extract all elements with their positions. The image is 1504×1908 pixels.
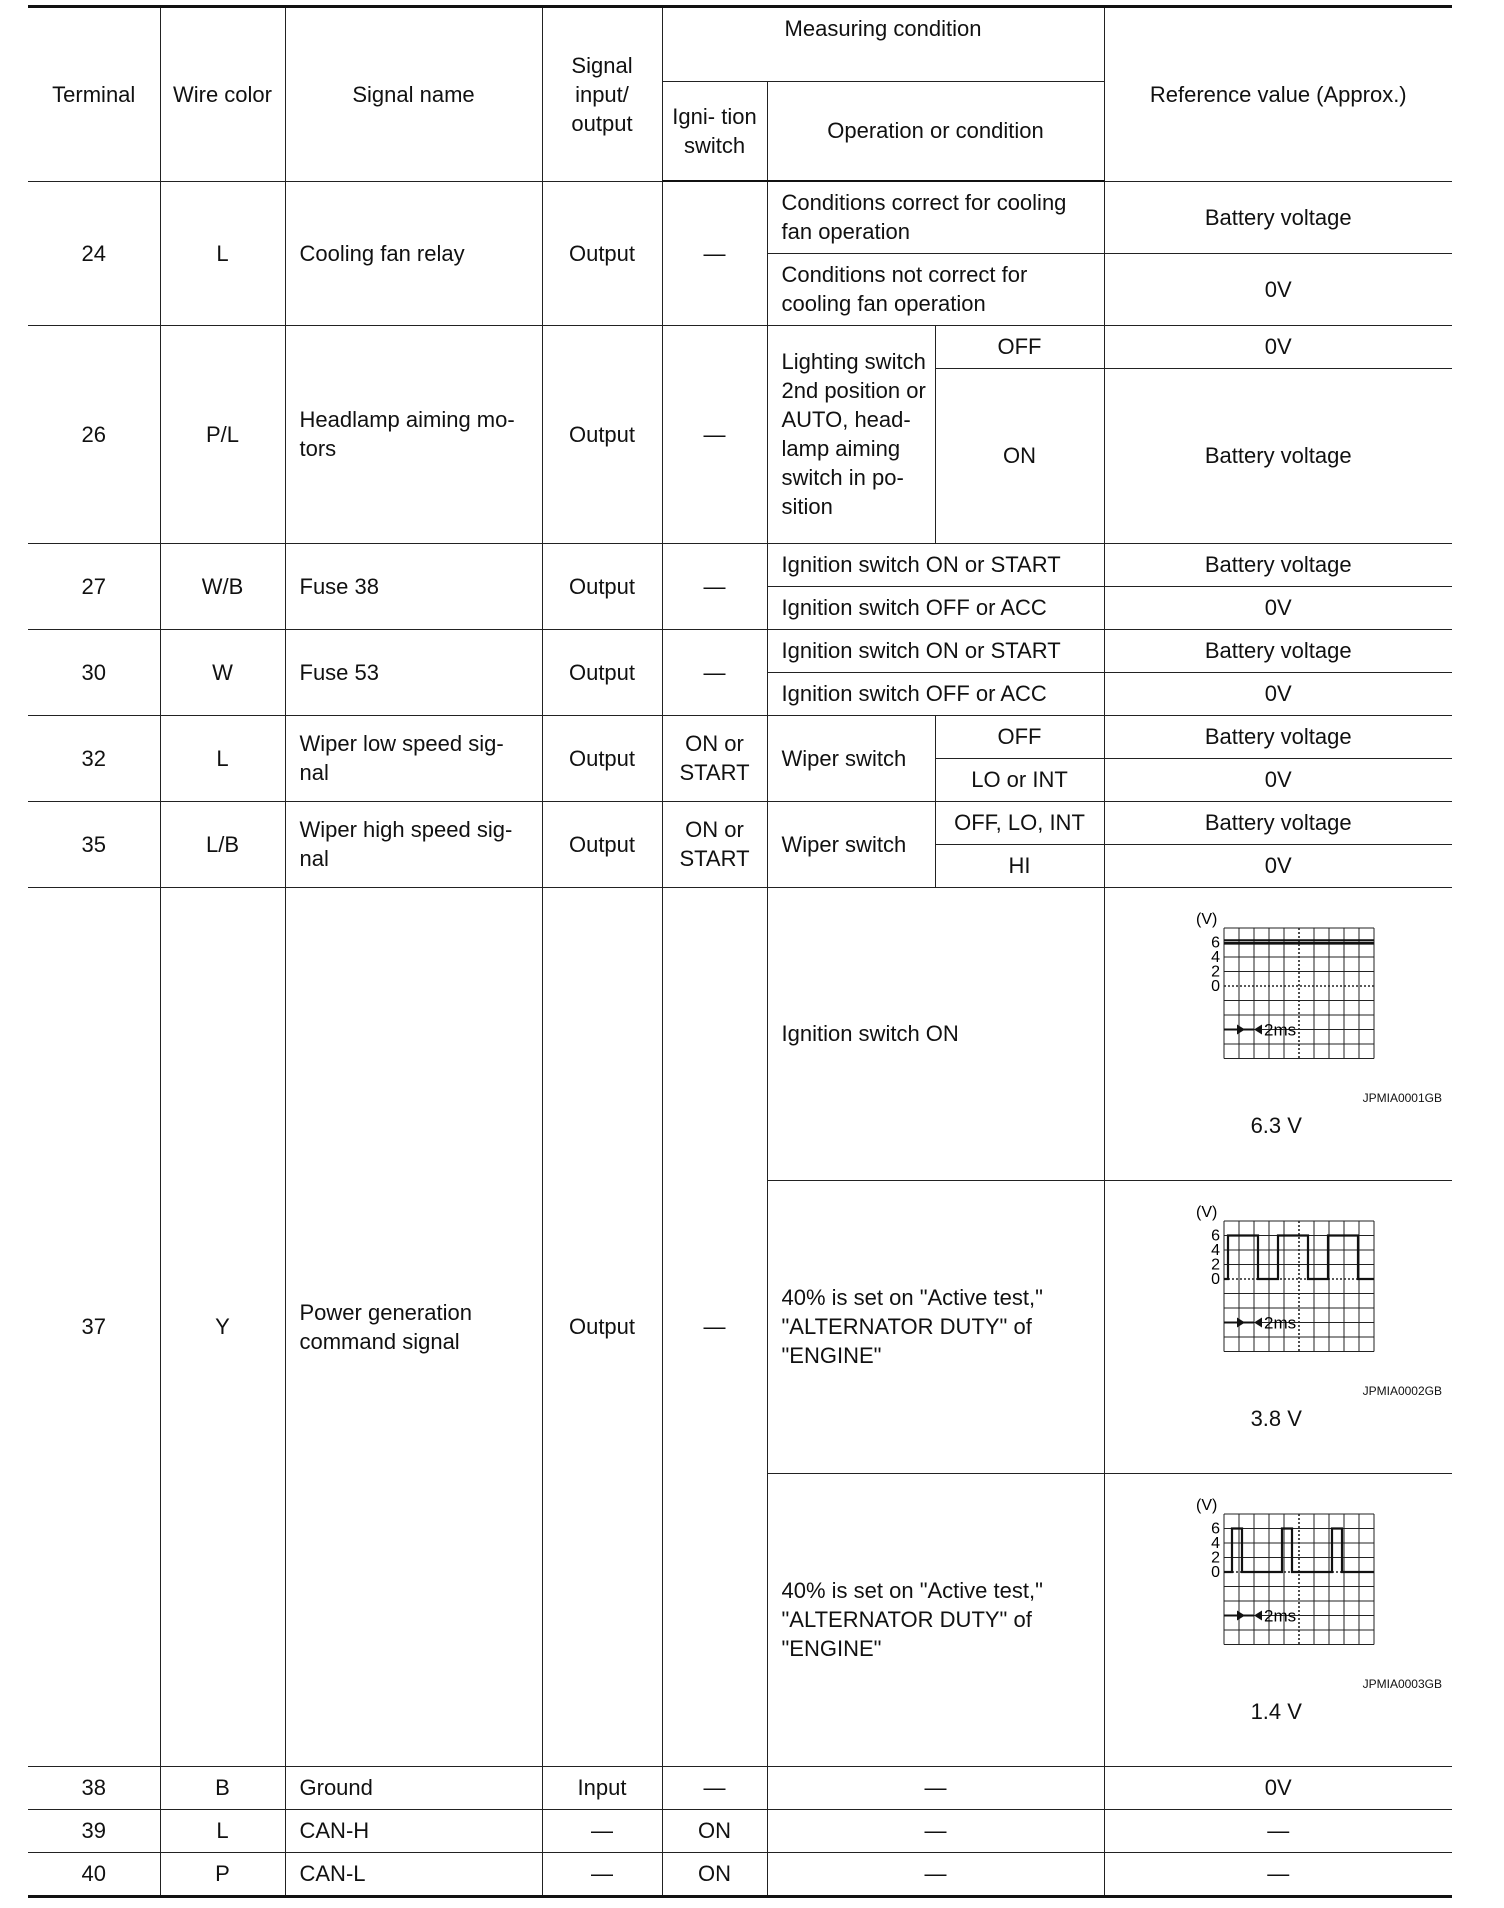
condition: Conditions not correct for cooling fan operation	[767, 253, 1104, 325]
condition: —	[767, 1852, 1104, 1895]
wire-color: L/B	[160, 801, 285, 887]
axis-tick-label: 0	[1211, 1270, 1220, 1288]
header-measuring-condition: Measuring condition	[662, 8, 1104, 81]
sub-condition: OFF	[935, 715, 1104, 758]
wire-color: L	[160, 1809, 285, 1852]
figure-code: JPMIA0003GB	[1362, 1676, 1442, 1691]
ignition-switch: —	[662, 1766, 767, 1809]
time-scale-arrow	[1254, 1024, 1262, 1034]
header-signal-io: Signal input/ output	[542, 8, 662, 181]
time-scale-arrow	[1237, 1317, 1245, 1327]
sub-condition: OFF, LO, INT	[935, 801, 1104, 844]
wire-color: P	[160, 1852, 285, 1895]
reference-value: Battery voltage	[1104, 181, 1452, 253]
sub-condition: ON	[935, 368, 1104, 543]
time-scale-arrow	[1237, 1610, 1245, 1620]
wire-color: B	[160, 1766, 285, 1809]
terminal-35: 35	[28, 801, 160, 887]
waveform-value: 3.8 V	[1250, 1405, 1302, 1431]
condition: 40% is set on "Active test," "ALTERNATOR DUTY" of "ENGINE"	[767, 1180, 1104, 1473]
ignition-switch: —	[662, 543, 767, 629]
signal-io: Output	[542, 181, 662, 325]
terminal-39: 39	[28, 1809, 160, 1852]
signal-io: —	[542, 1809, 662, 1852]
header-reference-value: Reference value (Approx.)	[1104, 8, 1452, 181]
signal-name: Power generation command signal	[285, 887, 542, 1766]
terminal-38: 38	[28, 1766, 160, 1809]
sub-condition: HI	[935, 844, 1104, 887]
waveform-cell	[1104, 887, 1452, 1180]
axis-tick-label: 4	[1211, 948, 1220, 966]
waveform-figure	[1132, 1191, 1442, 1398]
signal-name: Wiper low speed sig- nal	[285, 715, 542, 801]
terminal-table	[28, 8, 1452, 1896]
ignition-switch: —	[662, 629, 767, 715]
signal-name: Wiper high speed sig- nal	[285, 801, 542, 887]
figure-code: JPMIA0002GB	[1362, 1383, 1442, 1398]
wire-color: P/L	[160, 325, 285, 543]
waveform-cell	[1104, 1180, 1452, 1473]
condition: Conditions correct for cooling fan operation	[767, 181, 1104, 253]
signal-name: Fuse 53	[285, 629, 542, 715]
time-scale-arrow	[1237, 1024, 1245, 1034]
wire-color: Y	[160, 887, 285, 1766]
signal-io: —	[542, 1852, 662, 1895]
axis-tick-label: 2	[1211, 1549, 1220, 1566]
terminal-32: 32	[28, 715, 160, 801]
header-signal-name: Signal name	[285, 8, 542, 181]
axis-tick-label: 4	[1211, 1241, 1220, 1259]
ignition-switch: —	[662, 325, 767, 543]
terminal-24: 24	[28, 181, 160, 325]
axis-tick-label: 2	[1211, 963, 1220, 980]
signal-name: Ground	[285, 1766, 542, 1809]
time-scale-label: 2ms	[1264, 1606, 1297, 1625]
waveform-chart	[1132, 898, 1442, 1078]
reference-value: 0V	[1104, 586, 1452, 629]
axis-tick-label: 0	[1211, 977, 1220, 995]
wire-color: L	[160, 715, 285, 801]
waveform-cell	[1104, 1473, 1452, 1766]
axis-tick-label: 6	[1211, 1520, 1220, 1537]
signal-name: Cooling fan relay	[285, 181, 542, 325]
reference-value: —	[1104, 1809, 1452, 1852]
condition: Wiper switch	[767, 801, 935, 887]
time-scale-label: 2ms	[1264, 1313, 1297, 1332]
terminal-40: 40	[28, 1852, 160, 1895]
condition: Ignition switch ON or START	[767, 543, 1104, 586]
header-wire-color: Wire color	[160, 8, 285, 181]
waveform-figure	[1132, 1484, 1442, 1691]
wire-color: W/B	[160, 543, 285, 629]
waveform-chart	[1132, 1484, 1442, 1664]
time-scale-arrow	[1254, 1610, 1262, 1620]
waveform-figure	[1132, 898, 1442, 1105]
reference-value: Battery voltage	[1104, 368, 1452, 543]
waveform-chart	[1132, 1191, 1442, 1371]
axis-tick-label: 2	[1211, 1256, 1220, 1273]
terminal-30: 30	[28, 629, 160, 715]
condition: Wiper switch	[767, 715, 935, 801]
ignition-switch: —	[662, 887, 767, 1766]
condition: Ignition switch ON or START	[767, 629, 1104, 672]
axis-tick-label: 6	[1211, 1227, 1220, 1244]
terminal-26: 26	[28, 325, 160, 543]
axis-tick-label: 6	[1211, 934, 1220, 951]
signal-io: Output	[542, 715, 662, 801]
condition: —	[767, 1809, 1104, 1852]
wire-color: W	[160, 629, 285, 715]
axis-tick-label: 0	[1211, 1563, 1220, 1581]
wire-color: L	[160, 181, 285, 325]
reference-value: 0V	[1104, 253, 1452, 325]
signal-io: Output	[542, 325, 662, 543]
signal-io: Output	[542, 887, 662, 1766]
ignition-switch: ON or START	[662, 715, 767, 801]
waveform-value: 6.3 V	[1250, 1112, 1302, 1138]
sub-condition: LO or INT	[935, 758, 1104, 801]
ignition-switch: ON	[662, 1852, 767, 1895]
reference-value: Battery voltage	[1104, 543, 1452, 586]
ignition-switch: —	[662, 181, 767, 325]
signal-name: Headlamp aiming mo- tors	[285, 325, 542, 543]
reference-value: 0V	[1104, 758, 1452, 801]
axis-unit-label: (V)	[1196, 1203, 1218, 1221]
reference-value: Battery voltage	[1104, 715, 1452, 758]
figure-code: JPMIA0001GB	[1362, 1090, 1442, 1105]
signal-name: Fuse 38	[285, 543, 542, 629]
axis-unit-label: (V)	[1196, 910, 1218, 928]
signal-io: Output	[542, 801, 662, 887]
reference-value: Battery voltage	[1104, 801, 1452, 844]
header-terminal: Terminal	[28, 8, 160, 181]
condition: Lighting switch 2nd position or AUTO, head- lamp aiming switch in po- sition	[767, 325, 935, 543]
bottom-rule	[28, 1895, 1452, 1898]
header-ignition-switch: Igni- tion switch	[662, 81, 767, 181]
reference-value: 0V	[1104, 672, 1452, 715]
condition: —	[767, 1766, 1104, 1809]
terminal-37: 37	[28, 887, 160, 1766]
signal-io: Output	[542, 543, 662, 629]
condition: 40% is set on "Active test," "ALTERNATOR DUTY" of "ENGINE"	[767, 1473, 1104, 1766]
axis-tick-label: 4	[1211, 1534, 1220, 1552]
signal-io: Output	[542, 629, 662, 715]
reference-value: Battery voltage	[1104, 629, 1452, 672]
sub-condition: OFF	[935, 325, 1104, 368]
condition: Ignition switch ON	[767, 887, 1104, 1180]
ignition-switch: ON or START	[662, 801, 767, 887]
signal-io: Input	[542, 1766, 662, 1809]
condition: Ignition switch OFF or ACC	[767, 586, 1104, 629]
signal-name: CAN-H	[285, 1809, 542, 1852]
reference-value: 0V	[1104, 1766, 1452, 1809]
time-scale-arrow	[1254, 1317, 1262, 1327]
time-scale-label: 2ms	[1264, 1020, 1297, 1039]
signal-name: CAN-L	[285, 1852, 542, 1895]
condition: Ignition switch OFF or ACC	[767, 672, 1104, 715]
header-operation-condition: Operation or condition	[767, 81, 1104, 181]
reference-value: —	[1104, 1852, 1452, 1895]
terminal-reference-page	[28, 5, 1452, 1900]
waveform-value: 1.4 V	[1250, 1698, 1302, 1724]
terminal-27: 27	[28, 543, 160, 629]
reference-value: 0V	[1104, 325, 1452, 368]
ignition-switch: ON	[662, 1809, 767, 1852]
reference-value: 0V	[1104, 844, 1452, 887]
axis-unit-label: (V)	[1196, 1496, 1218, 1514]
